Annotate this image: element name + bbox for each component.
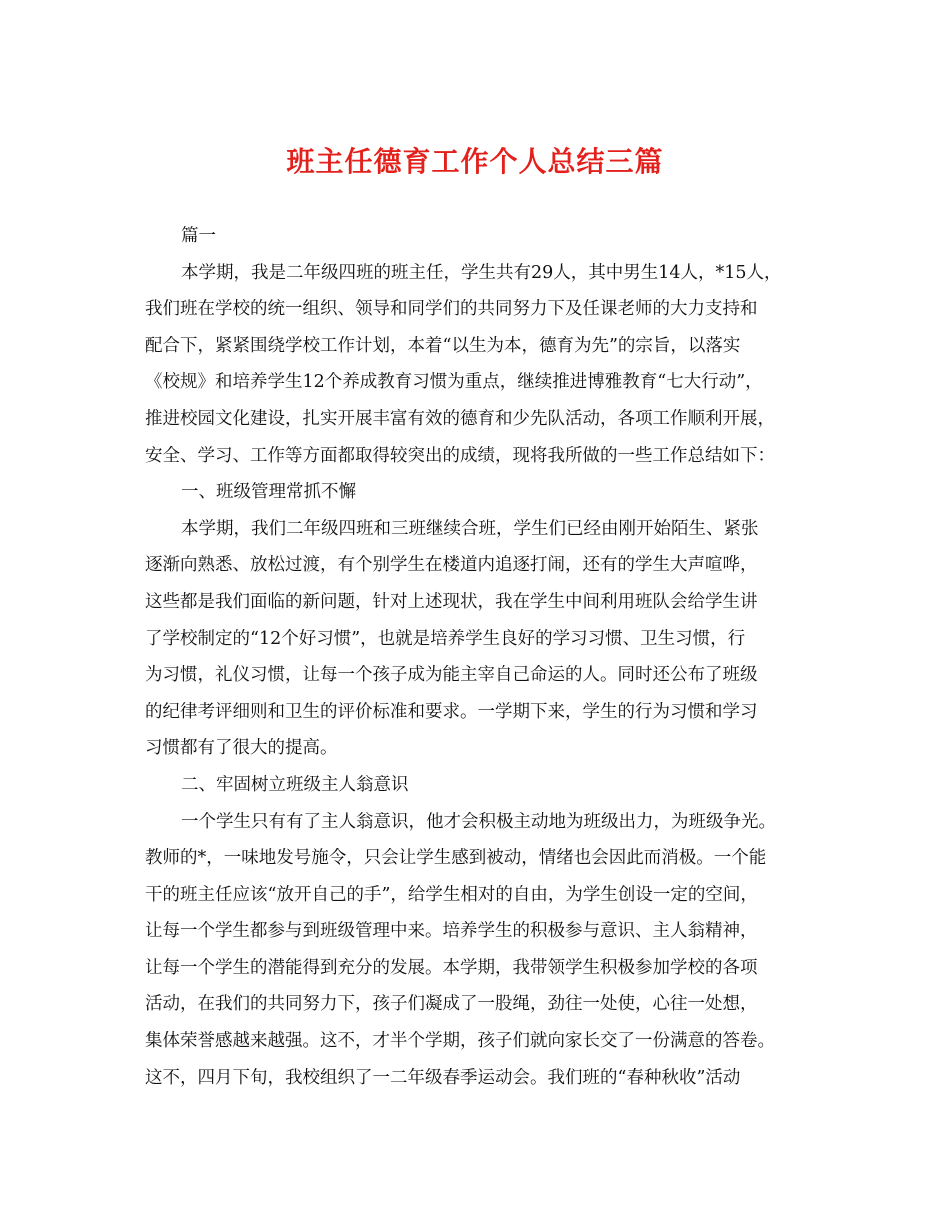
text-line: 《校规》和培养学生12个养成教育习惯为重点，继续推进博雅教育“七大行动”，: [145, 372, 763, 393]
text-line: 这些都是我们面临的新问题，针对上述现状，我在学生中间利用班队会给学生讲: [145, 591, 758, 612]
text-line: 二、牢固树立班级主人翁意识: [181, 774, 409, 795]
text-line: 我们班在学校的统一组织、领导和同学们的共同努力下及任课老师的大力支持和: [145, 299, 758, 320]
text-line: 让每一个学生的潜能得到充分的发展。本学期，我带领学生积极参加学校的各项: [145, 957, 758, 978]
text-line: 本学期，我们二年级四班和三班继续合班，学生们已经由刚开始陌生、紧张: [181, 518, 759, 539]
text-line: 的纪律考评细则和卫生的评价标准和要求。一学期下来，学生的行为习惯和学习: [145, 701, 758, 722]
text-line: 一、班级管理常抓不懈: [181, 482, 356, 503]
text-line: 篇一: [181, 226, 216, 246]
text-line: 一个学生只有有了主人翁意识，他才会积极主动地为班级出力，为班级争光。: [181, 811, 776, 832]
text-line: 为习惯，礼仪习惯，让每一个孩子成为能主宰自己命运的人。同时还公布了班级: [145, 665, 758, 686]
text-line: 本学期，我是二年级四班的班主任，学生共有29人，其中男生14人，*15人，: [181, 262, 782, 283]
text-line: 逐渐向熟悉、放松过渡，有个别学生在楼道内追逐打闹，还有的学生大声喧哗，: [145, 555, 758, 576]
document-body: [145, 218, 825, 1096]
document-title: 班主任德育工作个人总结三篇: [286, 145, 664, 178]
text-line: 安全、学习、工作等方面都取得较突出的成绩，现将我所做的一些工作总结如下：: [145, 445, 775, 466]
text-line: 干的班主任应该“放开自己的手”，给学生相对的自由，为学生创设一定的空间，: [145, 884, 758, 905]
text-line: 推进校园文化建设，扎实开展丰富有效的德育和少先队活动，各项工作顺利开展，: [145, 408, 775, 429]
text-line: 这不，四月下旬，我校组织了一二年级春季运动会。我们班的“春种秋收”活动: [145, 1067, 741, 1088]
text-line: 配合下，紧紧围绕学校工作计划，本着“以生为本，德育为先”的宗旨，以落实: [145, 335, 741, 356]
text-line: 了学校制定的“12个好习惯”，也就是培养学生良好的学习习惯、卫生习惯，行: [145, 628, 746, 649]
text-line: 习惯都有了很大的提高。: [145, 738, 338, 759]
text-line: 集体荣誉感越来越强。这不，才半个学期，孩子们就向家长交了一份满意的答卷。: [145, 1031, 775, 1052]
text-line: 教师的*，一味地发号施令，只会让学生感到被动，情绪也会因此而消极。一个能: [145, 848, 767, 869]
text-line: 让每一个学生都参与到班级管理中来。培养学生的积极参与意识、主人翁精神，: [145, 921, 758, 942]
text-line: 活动，在我们的共同努力下，孩子们凝成了一股绳，劲往一处使，心往一处想，: [145, 994, 758, 1015]
